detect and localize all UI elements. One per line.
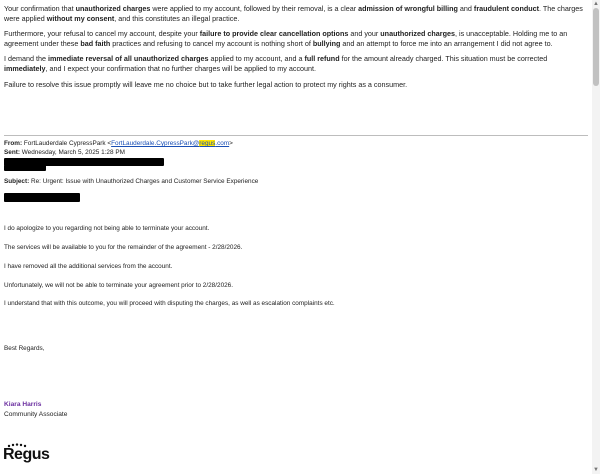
scroll-up-arrow-icon[interactable]: ▲ xyxy=(593,1,599,7)
quoted-paragraph-1: Your confirmation that unauthorized charges were applied to my account, followed by their removal, is a clear admission of wrongful billing and fraudulent conduct. The charges were applied without my consent, and this constitutes an illegal practice. xyxy=(4,4,583,23)
sent-line: Sent: Wednesday, March 5, 2025 1:28 PM xyxy=(4,149,125,156)
vertical-scrollbar[interactable] xyxy=(592,0,600,474)
reply-line-2: The services will be available to you for the remainder of the agreement - 2/28/2026. xyxy=(4,244,243,251)
from-line: From: FortLauderdale CypressPark <FortLauderdale.CypressPark@regus.com> xyxy=(4,140,233,147)
regus-logo: Regus xyxy=(3,446,50,463)
reply-line-1: I do apologize to you regarding not being able to terminate your account. xyxy=(4,225,210,232)
quoted-paragraph-3: I demand the immediate reversal of all unauthorized charges applied to my account, and a full refund for the amount already charged. This situation must be corrected immediately, and I expect your confirmation that no further charges will be applied to my account. xyxy=(4,54,548,73)
reply-line-5: I understand that with this outcome, you will proceed with disputing the charges, as well as escalation complaints etc. xyxy=(4,300,335,307)
signature-name: Kiara Harris xyxy=(4,401,42,408)
closing-line: Best Regards, xyxy=(4,345,45,352)
reply-line-3: I have removed all the additional services from the account. xyxy=(4,263,173,270)
quoted-paragraph-4: Failure to resolve this issue promptly will leave me no choice but to take further legal action to protect my rights as a consumer. xyxy=(4,79,408,89)
signature-title: Community Associate xyxy=(4,411,68,418)
redaction-bar-to-2 xyxy=(4,165,46,171)
subject-line: Subject: Re: Urgent: Issue with Unauthorized Charges and Customer Service Experience xyxy=(4,178,259,185)
message-divider xyxy=(4,135,588,136)
redaction-bar-greeting xyxy=(4,193,80,202)
scroll-down-arrow-icon[interactable]: ▼ xyxy=(593,467,599,473)
quoted-previous-message xyxy=(4,4,588,95)
reply-line-4: Unfortunately, we will not be able to terminate your agreement prior to 2/28/2026. xyxy=(4,282,234,289)
quoted-paragraph-2: Furthermore, your refusal to cancel my account, despite your failure to provide clear cancellation options and your unauthorized charges, is unacceptable. Holding me to an agreement under these bad faith practices and refusing to cancel my account is nothing short of bullying and an attempt to force me into an arrangement I did not agree to. xyxy=(4,29,568,48)
scrollbar-thumb[interactable] xyxy=(593,8,599,86)
sender-email-link[interactable]: FortLauderdale.CypressPark@regus.com xyxy=(111,140,230,147)
